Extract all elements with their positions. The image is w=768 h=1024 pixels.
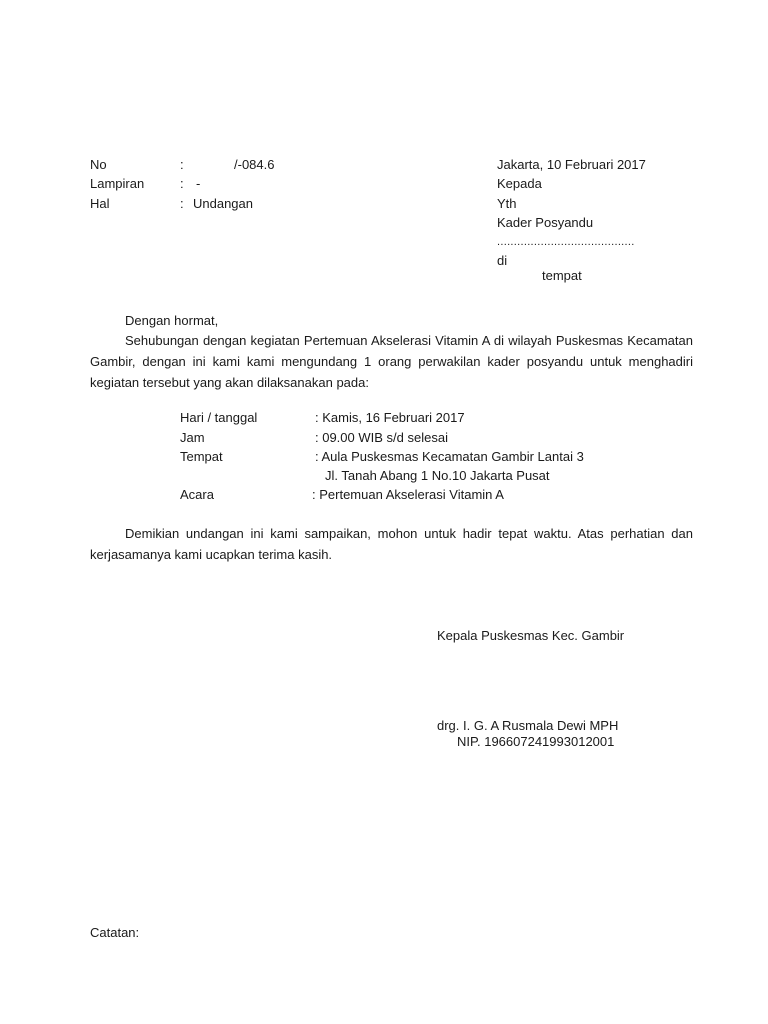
recipient-name: Kader Posyandu (497, 215, 594, 230)
detail-label-jam: Jam (180, 430, 205, 445)
detail-label-hari: Hari / tanggal (180, 410, 258, 425)
no-value: /-084.6 (234, 157, 275, 172)
no-label: No (90, 157, 107, 172)
hal-label: Hal (90, 196, 110, 211)
signature-title: Kepala Puskesmas Kec. Gambir (437, 628, 625, 643)
lampiran-label: Lampiran (90, 176, 145, 191)
date-place: Jakarta, 10 Februari 2017 (497, 157, 646, 172)
recipient-yth: Yth (497, 196, 517, 211)
detail-value-tempat: : Aula Puskesmas Kecamatan Gambir Lantai 3 (315, 449, 584, 464)
recipient-kepada: Kepada (497, 176, 542, 191)
detail-value-acara: : Pertemuan Akselerasi Vitamin A (312, 487, 504, 502)
body-paragraph-1 (90, 330, 693, 393)
recipient-di: di (497, 253, 508, 268)
recipient-dots: ......................................... (497, 236, 635, 248)
body-paragraph-1-text: Sehubungan dengan kegiatan Pertemuan Akselerasi Vitamin A di wilayah Puskesmas Kecamatan Gambir, dengan ini kami kami mengundang 1 orang perwakilan kader posyandu untuk menghadiri kegiatan tersebut yang akan dilaksanakan pada: (90, 333, 693, 390)
hal-value: Undangan (193, 196, 253, 211)
recipient-tempat: tempat (542, 268, 582, 283)
signature-nip: NIP. 196607241993012001 (457, 734, 615, 749)
detail-value-address: Jl. Tanah Abang 1 No.10 Jakarta Pusat (325, 468, 550, 483)
body-paragraph-closing (90, 523, 693, 565)
lampiran-colon: : (180, 176, 184, 191)
hal-colon: : (180, 196, 184, 211)
signature-name: drg. I. G. A Rusmala Dewi MPH (437, 718, 619, 733)
lampiran-value: - (196, 176, 201, 191)
greeting: Dengan hormat, (125, 313, 219, 328)
catatan-label: Catatan: (90, 925, 140, 940)
no-colon: : (180, 157, 184, 172)
detail-value-jam: : 09.00 WIB s/d selesai (315, 430, 448, 445)
detail-value-hari: : Kamis, 16 Februari 2017 (315, 410, 465, 425)
closing-text: Demikian undangan ini kami sampaikan, mohon untuk hadir tepat waktu. Atas perhatian dan kerjasamanya kami ucapkan terima kasih. (90, 526, 693, 562)
detail-label-tempat: Tempat (180, 449, 223, 464)
detail-label-acara: Acara (180, 487, 214, 502)
